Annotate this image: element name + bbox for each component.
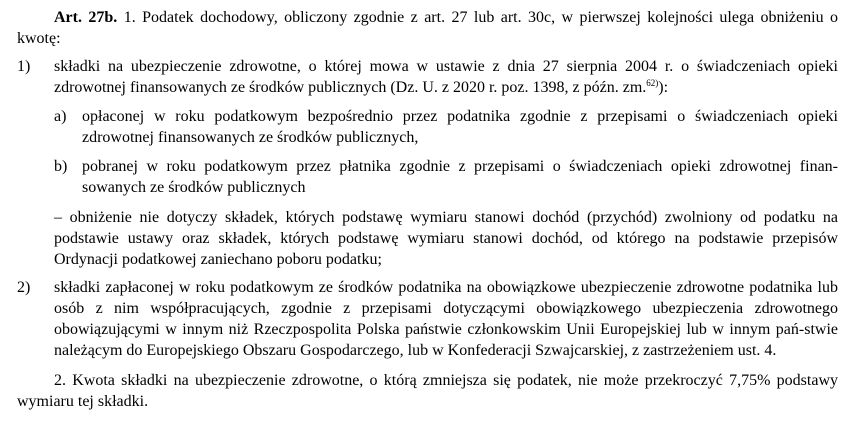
letter-text: pobranej w roku podatkowym przez płatnika zgodnie z przepisami o świadczeniach opieki zdrowotnej finan-sowanych ze środków publicznych [82, 158, 838, 196]
point-number: 2) [17, 279, 31, 296]
letter-text: opłaconej w roku podatkowym bezpośrednio przez podatnika zgodnie z przepisami o świadczeniach opieki zdrowotnej finansowanych ze środków publicznych, [82, 108, 838, 146]
letter-b [17, 156, 838, 198]
point-number: 1) [17, 58, 31, 75]
article-paragraph-2: 2. Kwota składki na ubezpieczenie zdrowotne, o którą zmniejsza się podatek, nie może przekroczyć 7,75% podstawy wymiaru tej składki. [17, 372, 838, 410]
footnote-reference[interactable]: 62) [646, 78, 659, 88]
paragraph-1-intro: 1. Podatek dochodowy, obliczony zgodnie z art. 27 lub art. 30c, w pierwszej kolejności ulega obniżeniu o kwotę: [17, 9, 838, 47]
point-text-end: ): [658, 79, 669, 96]
letter-number: b) [54, 158, 68, 175]
article-paragraph-1 [17, 0, 838, 49]
letter-number: a) [54, 108, 67, 125]
point-2 [17, 277, 838, 361]
letter-a [17, 106, 838, 148]
point-1-tail: – obniżenie nie dotyczy składek, których podstawę wymiaru stanowi dochód (przychód) zwolniony od podatku na podstawie ustawy oraz składek, których podstawę wymiaru stanowi dochód, od którego na podstawie przepisów Ordynacji podatkowej zaniechano poboru podatku; [54, 209, 838, 268]
article-label: Art. 27b. [54, 9, 118, 26]
point-1 [17, 56, 838, 98]
point-text: składki na ubezpieczenie zdrowotne, o której mowa w ustawie z dnia 27 sierpnia 2004 r. o świadczeniach opieki zdrowotnej finansowanych ze środków publicznych (Dz. U. z 2020 r. poz. 1398, z późn. zm. [54, 58, 838, 96]
point-text: składki zapłaconej w roku podatkowym ze środków podatnika na obowiązkowe ubezpieczenie zdrowotne podatnika lub osób z nim współpracujących, zgodnie z przepisami dotyczącymi obowiązkowego ubezpieczenia zdrowotnego obowiązującymi w innym niż Rzeczpospolita Polska państwie członkowskim Unii Europejskiej lub w innym pań-stwie należącym do Europejskiego Obszaru Gospodarczego, lub w Konfederacji Szwajcarskiej, z zastrzeżeniem ust. 4. [54, 279, 838, 359]
